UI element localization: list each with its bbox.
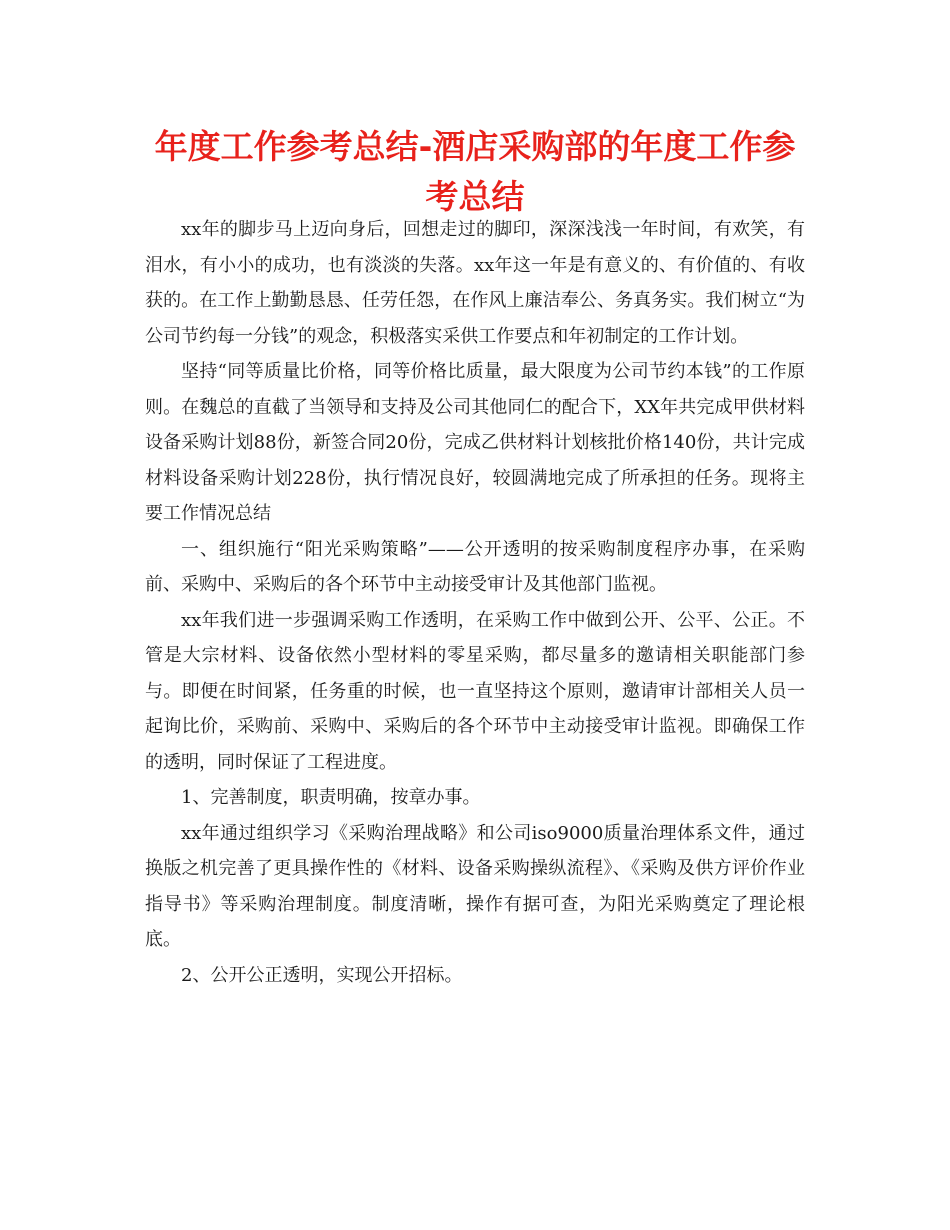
paragraph: 一、组织施行“阳光采购策略”——公开透明的按采购制度程序办事，在采购前、采购中、采购后的各个环节中主动接受审计及其他部门监视。 [145,538,805,595]
paragraph: xx年我们进一步强调采购工作透明，在采购工作中做到公开、公平、公正。不管是大宗材料、设备依然小型材料的零星采购，都尽量多的邀请相关职能部门参与。即便在时间紧，任务重的时候，也一直坚持这个原则，邀请审计部相关人员一起询比价，采购前、采购中、采购后的各个环节中主动接受审计监视。即确保工作的透明，同时保证了工程进度。 [145,609,805,773]
paragraph: 2、公开公正透明，实现公开招标。 [181,964,463,986]
paragraph: 坚持“同等质量比价格，同等价格比质量，最大限度为公司节约本钱”的工作原则。在魏总的直截了当领导和支持及公司其他同仁的配合下，XX年共完成甲供材料设备采购计划88份，新签合同20份，完成乙供材料计划核批价格140份，共计完成材料设备采购计划228份，执行情况良好，较圆满地完成了所承担的任务。现将主要工作情况总结 [145,361,805,524]
paragraph: xx年通过组织学习《采购治理战略》和公司iso9000质量治理体系文件，通过换版之机完善了更具操作性的《材料、设备采购操纵流程》、《采购及供方评价作业指导书》等采购治理制度。制度清晰，操作有据可查，为阳光采购奠定了理论根底。 [145,822,805,950]
document-body [145,212,805,993]
paragraph: xx年的脚步马上迈向身后，回想走过的脚印，深深浅浅一年时间，有欢笑，有泪水，有小小的成功，也有淡淡的失落。xx年这一年是有意义的、有价值的、有收获的。在工作上勤勤恳恳、任劳任怨，在作风上廉洁奉公、务真务实。我们树立“为公司节约每一分钱”的观念，积极落实采供工作要点和年初制定的工作计划。 [145,219,805,347]
paragraph: 1、完善制度，职责明确，按章办事。 [181,787,481,808]
document-title: 年度工作参考总结-酒店采购部的年度工作参考总结 [154,127,796,216]
